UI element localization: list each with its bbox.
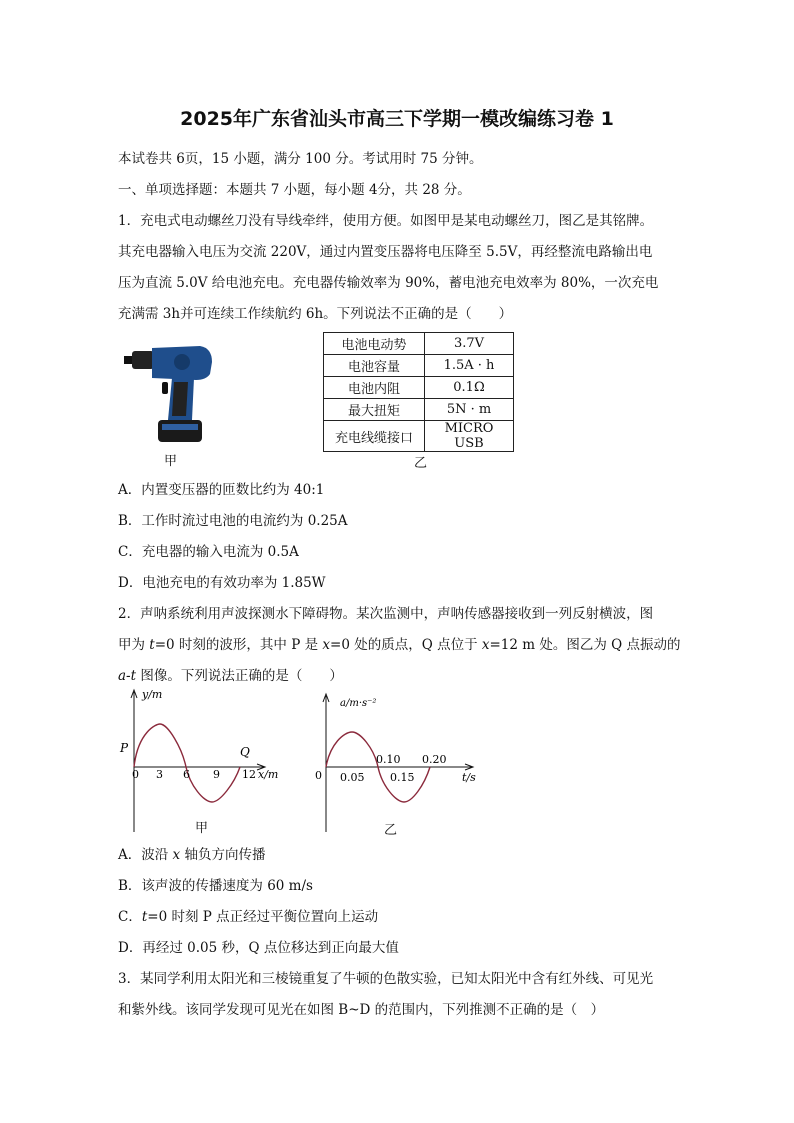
text-run: =0 时刻 P 点正经过平衡位置向上运动	[147, 909, 379, 925]
acceleration-graph-yi	[304, 690, 489, 836]
q1-line-4: 充满需 3h并可连续工作续航约 6h。下列说法不正确的是（ ）	[118, 306, 513, 322]
var-t: t	[141, 909, 148, 925]
spec-key: 最大扭矩	[324, 399, 425, 421]
x-axis-label: t/s	[462, 771, 476, 784]
text-run: 甲为	[118, 637, 150, 653]
caption-jia-2: 甲	[195, 821, 209, 836]
text-run: 图像。下列说法正确的是（ ）	[136, 668, 343, 684]
q1-line-1: 1．充电式电动螺丝刀没有导线牵绊，使用方便。如图甲是某电动螺丝刀，图乙是其铭牌。	[118, 213, 654, 229]
tick-label-above: 0.10	[376, 753, 401, 766]
spec-value: MICRO USB	[425, 421, 514, 452]
q2-line-3	[118, 664, 343, 684]
q3-line-2: 和紫外线。该同学发现可见光在如图 B~D 的范围内，下列推测不正确的是（ ）	[118, 1002, 605, 1018]
q2-option-b: B．该声波的传播速度为 60 m/s	[118, 878, 313, 894]
spec-key: 电池容量	[324, 355, 425, 377]
table-row	[324, 399, 514, 421]
var-t: t	[149, 637, 155, 653]
point-q-label: Q	[240, 745, 250, 759]
spec-key: 电池电动势	[324, 333, 425, 355]
spec-table	[323, 332, 514, 452]
x-axis-label: x/m	[258, 768, 279, 781]
text-run: =0 处的质点，Q 点位于	[330, 637, 482, 653]
spec-value: 0.1Ω	[425, 377, 514, 399]
drill-trigger	[162, 382, 168, 394]
table-row	[324, 421, 514, 452]
var-at: a-t	[118, 668, 137, 684]
q2-option-c	[118, 905, 378, 925]
origin-label: 0	[315, 769, 322, 782]
drill-battery	[158, 420, 202, 442]
tick-label: 9	[213, 768, 220, 781]
q2-line-1: 2．声呐系统利用声波探测水下障碍物。某次监测中，声呐传感器接收到一列反射横波，图	[118, 606, 654, 622]
drill-chuck	[132, 351, 154, 369]
table-row	[324, 355, 514, 377]
var-x: x	[322, 637, 331, 653]
table-row	[324, 377, 514, 399]
spec-value: 3.7V	[425, 333, 514, 355]
q3-line-1: 3．某同学利用太阳光和三棱镜重复了牛顿的色散实验，已知太阳光中含有红外线、可见光	[118, 971, 654, 987]
caption-yi-2: 乙	[384, 823, 398, 838]
text-run: A．波沿	[118, 847, 173, 863]
q1-line-2: 其充电器输入电压为交流 220V，通过内置变压器将电压降至 5.5V，再经整流电路输出电	[118, 244, 653, 260]
drill-motor-cap	[174, 354, 190, 370]
tick-label: 6	[183, 768, 190, 781]
y-axis-label: y/m	[142, 688, 163, 701]
var-x: x	[481, 637, 490, 653]
caption-jia: 甲	[164, 454, 178, 469]
var-x: x	[172, 847, 181, 863]
drill-grip	[172, 382, 188, 416]
q2-line-2	[118, 633, 681, 653]
q2-option-a	[118, 843, 265, 863]
wave-graph-jia	[112, 686, 292, 836]
drill-image	[122, 342, 218, 446]
tick-label-below: 0.15	[390, 771, 415, 784]
q1-option-d: D．电池充电的有效功率为 1.85W	[118, 575, 326, 591]
table-row	[324, 333, 514, 355]
spec-key: 充电线缆接口	[324, 421, 425, 452]
y-axis-label: a/m·s⁻²	[340, 698, 377, 709]
drill-bit	[124, 356, 132, 364]
wave-curve	[134, 724, 240, 802]
origin-label: 0	[132, 768, 139, 781]
section-heading: 一、单项选择题：本题共 7 小题，每小题 4分，共 28 分。	[118, 182, 471, 198]
tick-label-above: 0.20	[422, 753, 447, 766]
text-run: =12 m 处。图乙为 Q 点振动的	[489, 637, 681, 653]
spec-value: 1.5A · h	[425, 355, 514, 377]
tick-label-below: 0.05	[340, 771, 365, 784]
spec-key: 电池内阻	[324, 377, 425, 399]
tick-label: 3	[156, 768, 163, 781]
q2-option-d: D．再经过 0.05 秒，Q 点位移达到正向最大值	[118, 940, 399, 956]
text-run: C．	[118, 909, 142, 925]
exam-intro: 本试卷共 6页，15 小题，满分 100 分。考试用时 75 分钟。	[118, 151, 483, 167]
drill-battery-stripe	[162, 424, 198, 430]
q1-option-a: A．内置变压器的匝数比约为 40:1	[118, 482, 325, 498]
caption-yi: 乙	[414, 456, 428, 471]
text-run: =0 时刻的波形，其中 P 是	[154, 637, 323, 653]
q1-line-3: 压为直流 5.0V 给电池充电。充电器传输效率为 90%，蓄电池充电效率为 80%，一次充电	[118, 275, 659, 291]
text-run: 轴负方向传播	[180, 847, 266, 863]
q1-option-b: B．工作时流过电池的电流约为 0.25A	[118, 513, 348, 529]
page-title: 2025年广东省汕头市高三下学期一模改编练习卷 1	[180, 108, 614, 130]
point-p-label: P	[120, 741, 129, 755]
spec-value: 5N · m	[425, 399, 514, 421]
q1-option-c: C．充电器的输入电流为 0.5A	[118, 544, 299, 560]
tick-label: 12	[242, 768, 256, 781]
